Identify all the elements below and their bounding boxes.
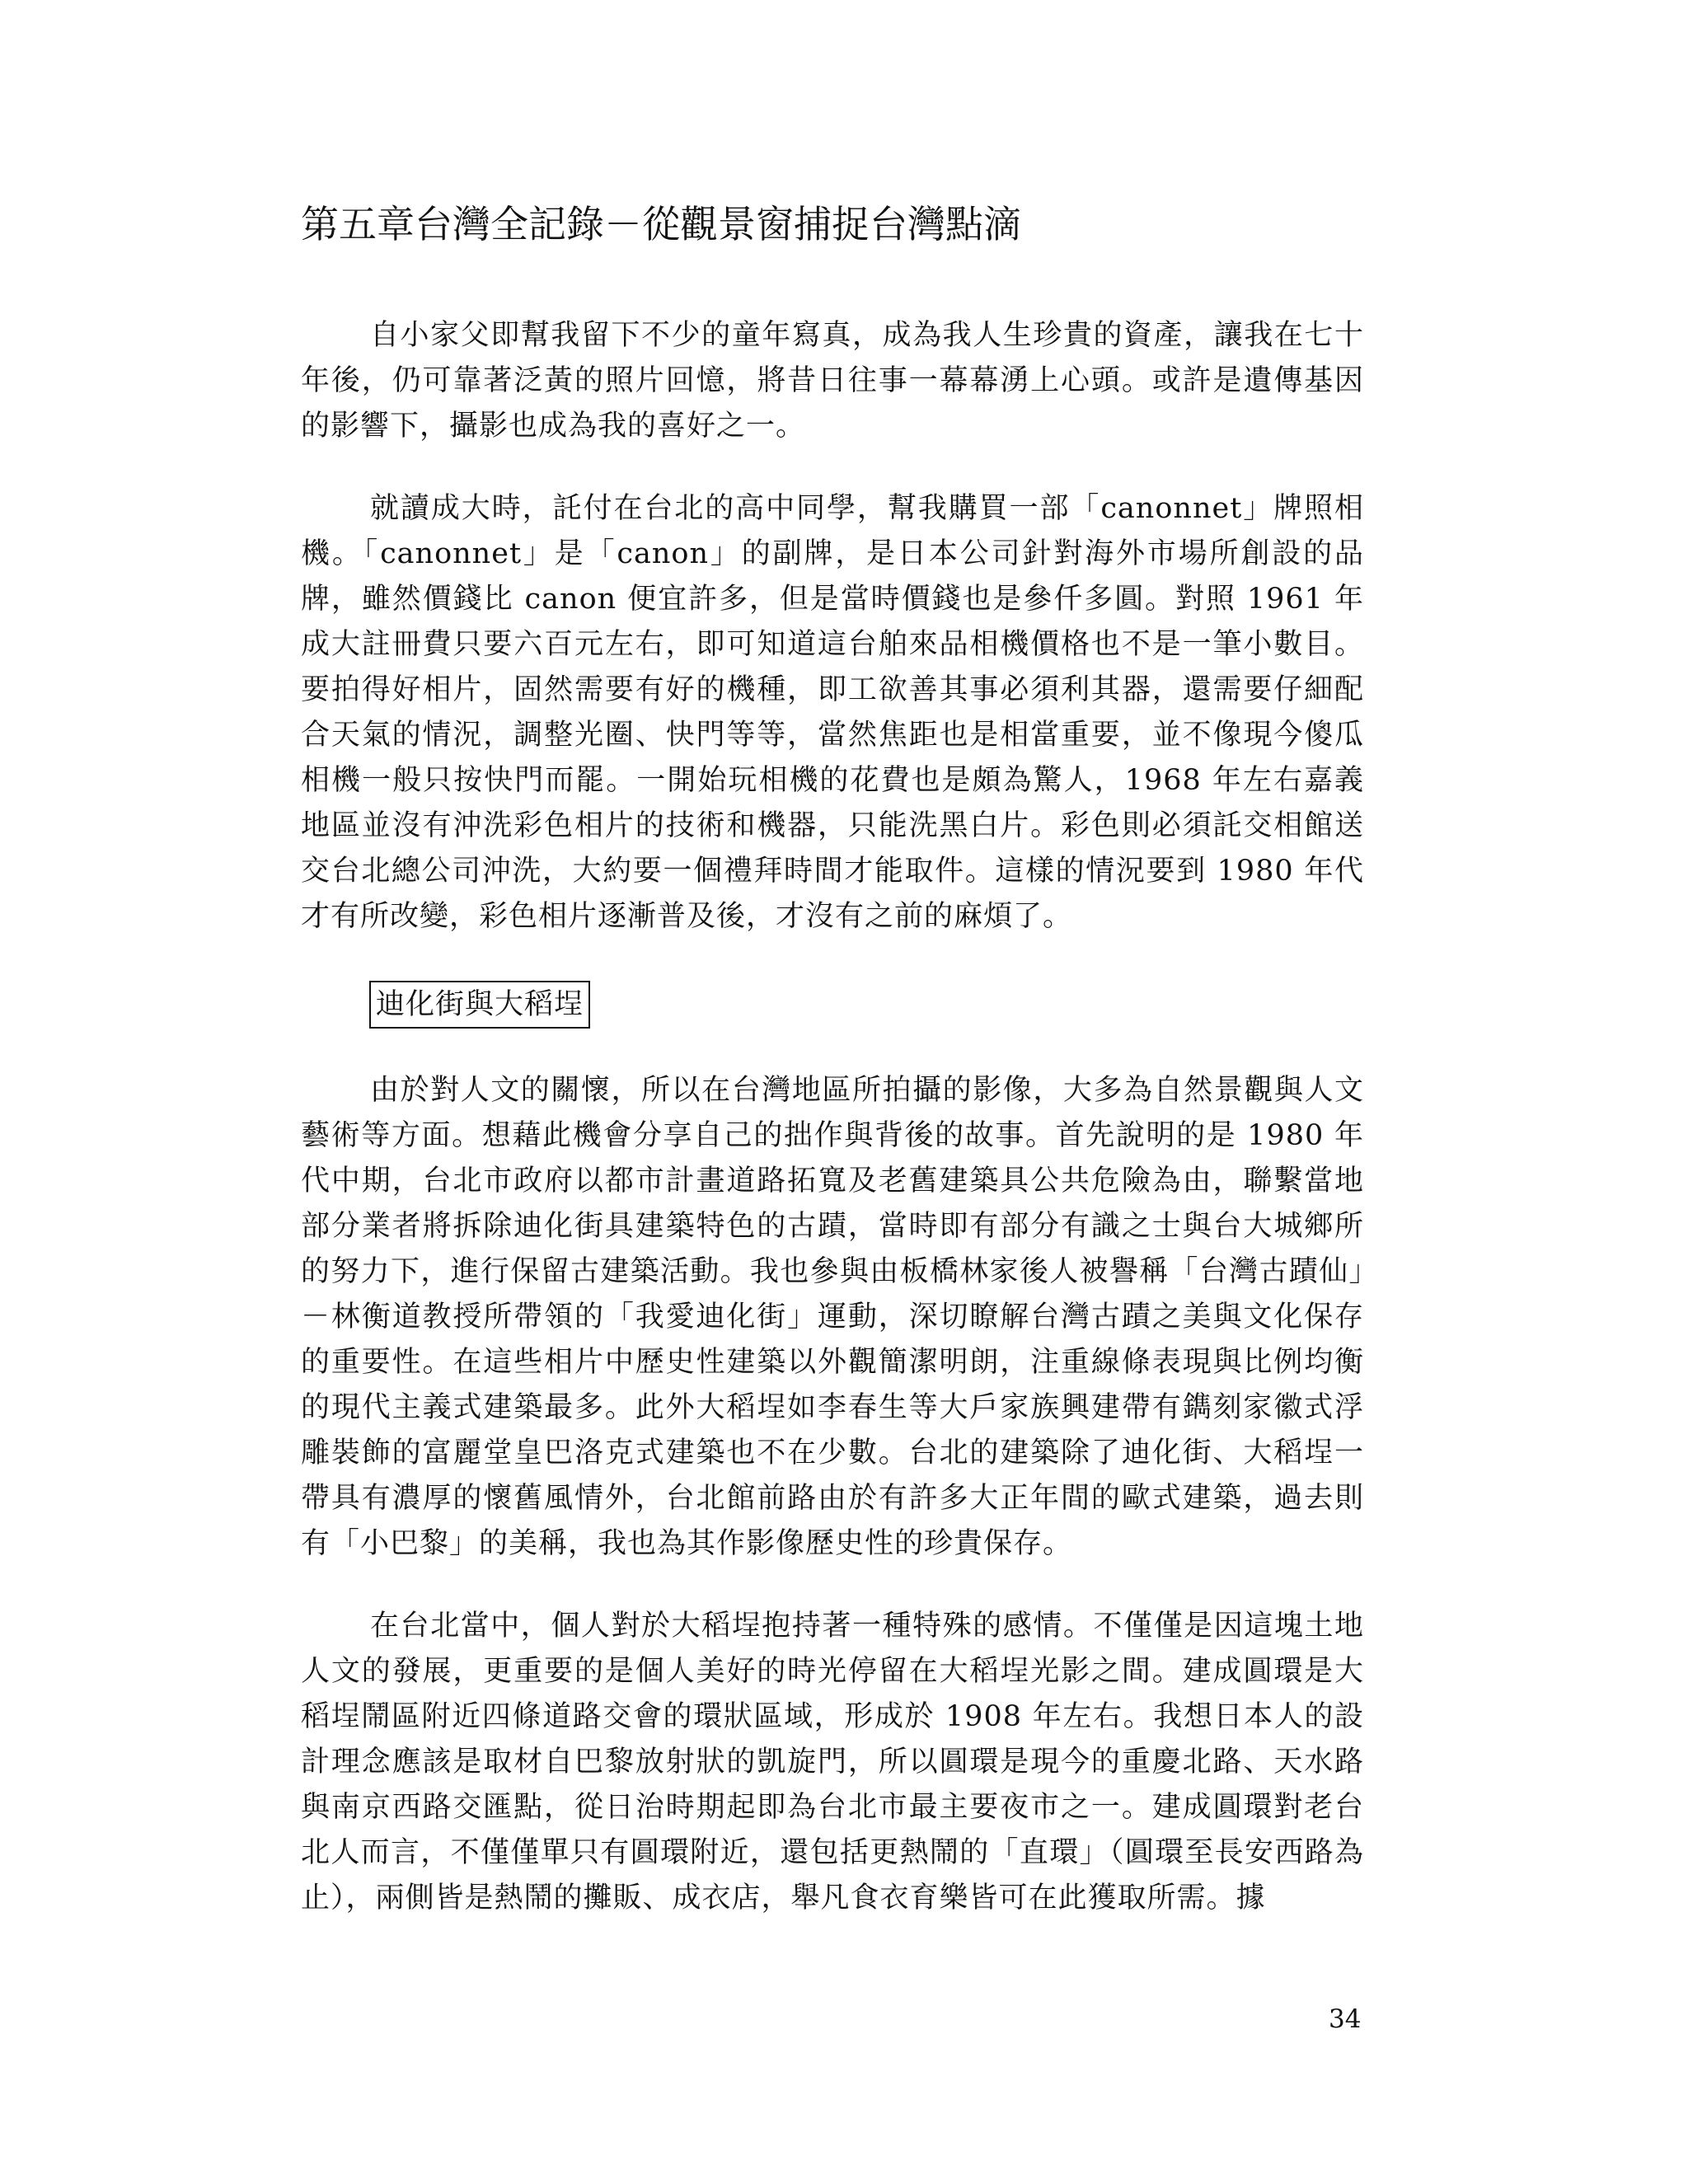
page-number: 34 <box>1329 2004 1362 2034</box>
chapter-title: 第五章台灣全記錄－從觀景窗捕捉台灣點滴 <box>301 202 1021 246</box>
paragraph-canonnet-camera: 就讀成大時，託付在台北的高中同學，幫我購買一部「canonnet」牌照相機。「canonnet」是「canon」的副牌，是日本公司針對海外市場所創設的品牌，雖然價錢比 canon 便宜許多，但是當時價錢也是參仟多圓。對照 1961 年成大註冊費只要六百元左右，即可知道這台舶來品相機價格也不是一筆小數目。要拍得好相片，固然需要有好的機種，即工欲善其事必須利其器，還需要仔細配合天氣的情況，調整光圈、快門等等，當然焦距也是相當重要，並不像現今傻瓜相機一般只按快門而罷。一開始玩相機的花費也是頗為驚人，1968 年左右嘉義地區並沒有沖洗彩色相片的技術和機器，只能洗黑白片。彩色則必須託交相館送交台北總公司沖洗，大約要一個禮拜時間才能取件。這樣的情況要到 1980 年代才有所改變，彩色相片逐漸普及後，才沒有之前的麻煩了。 <box>301 492 1364 933</box>
paragraph-dihua-street-preservation: 由於對人文的關懷，所以在台灣地區所拍攝的影像，大多為自然景觀與人文藝術等方面。想藉此機會分享自己的拙作與背後的故事。首先說明的是 1980 年代中期，台北市政府以都市計畫道路拓寬及老舊建築具公共危險為由，聯繫當地部分業者將拆除迪化街具建築特色的古蹟，當時即有部分有識之士與台大城鄉所的努力下，進行保留古建築活動。我也參與由板橋林家後人被譽稱「台灣古蹟仙」－林衡道教授所帶領的「我愛迪化街」運動，深切瞭解台灣古蹟之美與文化保存的重要性。在這些相片中歷史性建築以外觀簡潔明朗，注重線條表現與比例均衡的現代主義式建築最多。此外大稻埕如李春生等大戶家族興建帶有鐫刻家徽式浮雕裝飾的富麗堂皇巴洛克式建築也不在少數。台北的建築除了迪化街、大稻埕一帶具有濃厚的懷舊風情外，台北館前路由於有許多大正年間的歐式建築，過去則有「小巴黎」的美稱，我也為其作影像歷史性的珍貴保存。 <box>301 1074 1364 1560</box>
section-heading-dihua-street: 迪化街與大稻埕 <box>369 981 590 1029</box>
paragraph-photography-origin: 自小家父即幫我留下不少的童年寫真，成為我人生珍貴的資產，讓我在七十年後，仍可靠著泛黃的照片回憶，將昔日往事一幕幕湧上心頭。或許是遺傳基因的影響下，攝影也成為我的喜好之一。 <box>301 319 1364 443</box>
paragraph-dadaocheng-roundabout: 在台北當中，個人對於大稻埕抱持著一種特殊的感情。不僅僅是因這塊土地人文的發展，更重要的是個人美好的時光停留在大稻埕光影之間。建成圓環是大稻埕鬧區附近四條道路交會的環狀區域，形成於 1908 年左右。我想日本人的設計理念應該是取材自巴黎放射狀的凱旋門，所以圓環是現今的重慶北路、天水路與南京西路交匯點，從日治時期起即為台北市最主要夜市之一。建成圓環對老台北人而言，不僅僅單只有圓環附近，還包括更熱鬧的「直環」（圓環至長安西路為止），兩側皆是熱鬧的攤販、成衣店，舉凡食衣育樂皆可在此獲取所需。據 <box>301 1610 1364 1915</box>
